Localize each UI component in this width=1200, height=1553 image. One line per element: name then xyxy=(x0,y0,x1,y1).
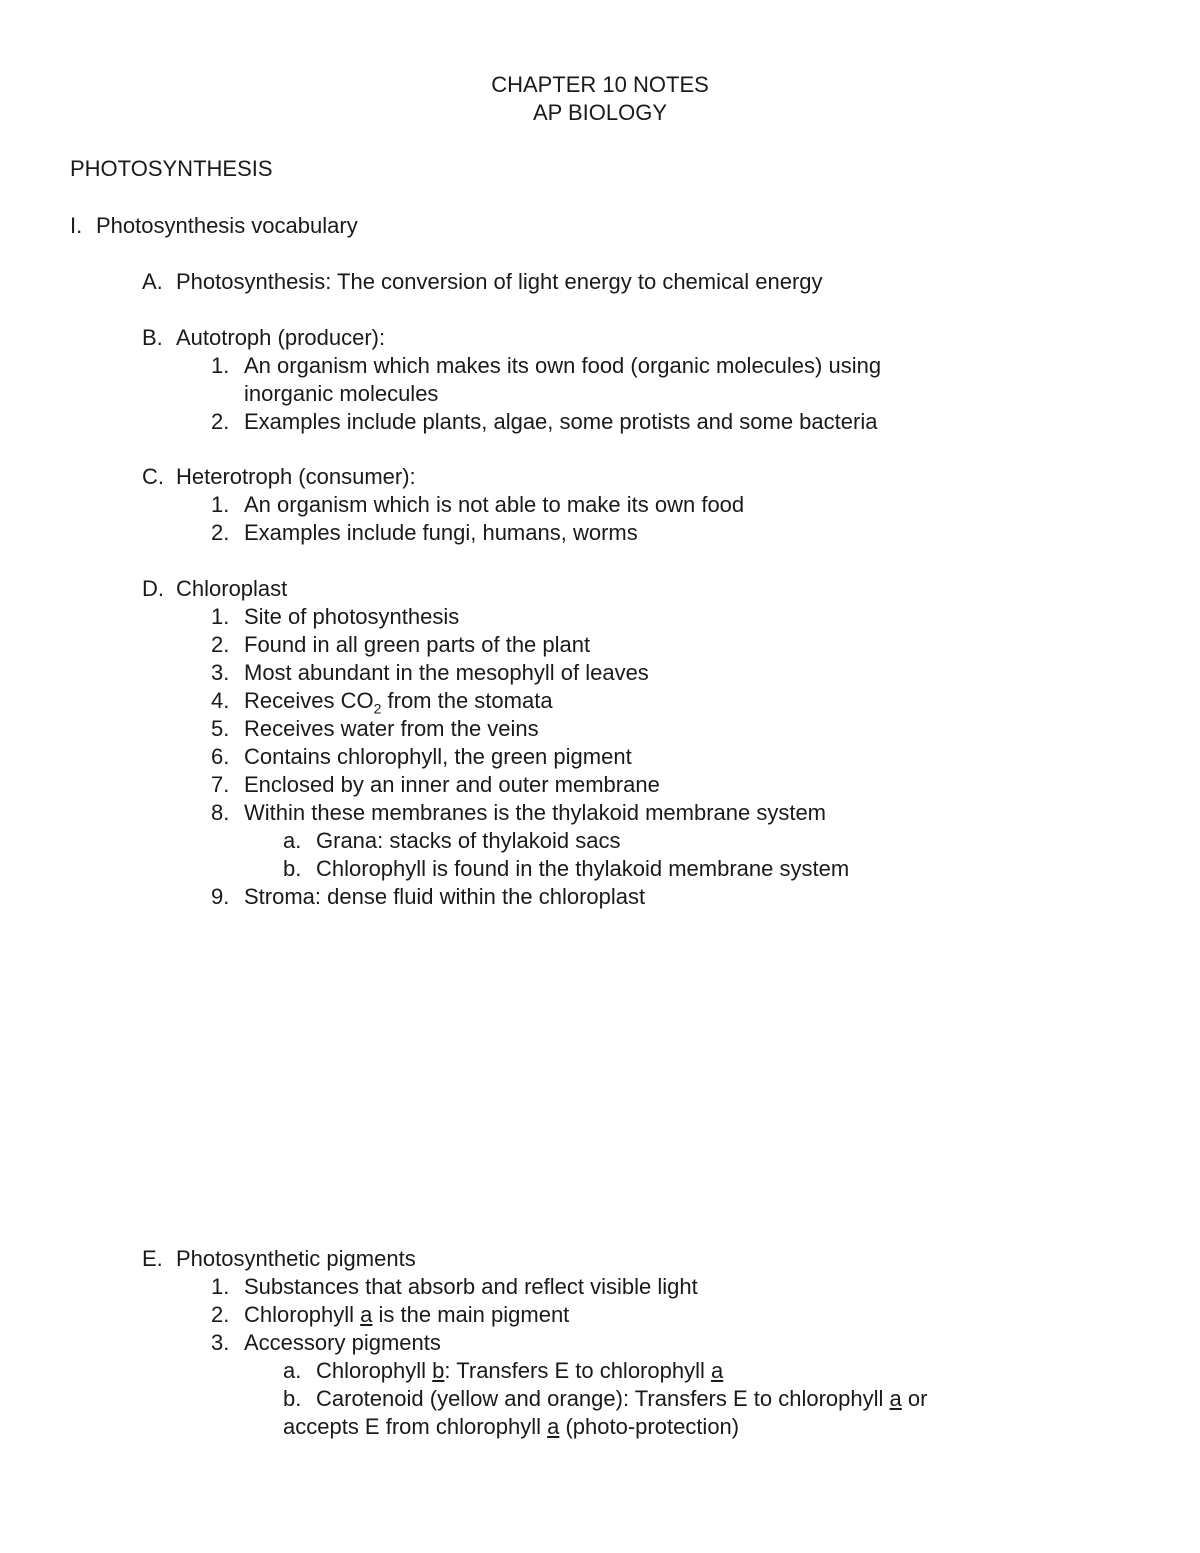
item-e-3b-line2-underlined-a: a xyxy=(547,1414,560,1439)
part-i-title: Photosynthesis vocabulary xyxy=(96,213,358,238)
item-e-1-marker: 1. xyxy=(211,1274,230,1299)
item-d-9-text: Stroma: dense fluid within the chloroplast xyxy=(244,884,646,909)
item-e-3-text: Accessory pigments xyxy=(244,1330,441,1355)
section-heading: PHOTOSYNTHESIS xyxy=(70,156,273,181)
item-e-1-text: Substances that absorb and reflect visible light xyxy=(244,1274,698,1299)
item-d-2-marker: 2. xyxy=(211,632,230,657)
item-e-3b-post: or xyxy=(901,1386,928,1411)
item-b-2-text: Examples include plants, algae, some protists and some bacteria xyxy=(244,409,878,434)
item-c-2-marker: 2. xyxy=(211,520,230,545)
item-b-2-marker: 2. xyxy=(211,409,230,434)
item-e-3b-line2-pre: accepts E from chlorophyll xyxy=(283,1414,548,1439)
item-e-3b-line2 xyxy=(283,1413,739,1441)
item-a-text: Photosynthesis: The conversion of light energy to chemical energy xyxy=(176,269,823,294)
item-d-4-text xyxy=(244,687,553,715)
co2-subscript: 2 xyxy=(373,700,382,717)
item-c-2-text: Examples include fungi, humans, worms xyxy=(244,520,638,545)
item-e-3b-marker: b. xyxy=(283,1386,302,1411)
item-e-2-text xyxy=(244,1301,569,1329)
item-e-3a-underlined-b: b xyxy=(432,1358,445,1383)
item-a-marker: A. xyxy=(142,269,163,294)
item-d-7-text: Enclosed by an inner and outer membrane xyxy=(244,772,660,797)
item-d-8a-marker: a. xyxy=(283,828,302,853)
item-e-2-marker: 2. xyxy=(211,1302,230,1327)
item-d-8b-text: Chlorophyll is found in the thylakoid membrane system xyxy=(316,856,850,881)
item-d-7-marker: 7. xyxy=(211,772,230,797)
item-d-8b-marker: b. xyxy=(283,856,302,881)
item-b-1-line2: inorganic molecules xyxy=(244,381,439,406)
item-b-1-line1: An organism which makes its own food (organic molecules) using xyxy=(244,353,882,378)
item-d-3-marker: 3. xyxy=(211,660,230,685)
part-i-marker: I. xyxy=(70,213,83,238)
item-e-3a-mid: : Transfers E to chlorophyll xyxy=(444,1358,711,1383)
item-d-9-marker: 9. xyxy=(211,884,230,909)
document-title: CHAPTER 10 NOTES xyxy=(491,72,709,97)
item-b-marker: B. xyxy=(142,325,163,350)
item-c-title: Heterotroph (consumer): xyxy=(176,464,416,489)
item-d-3-text: Most abundant in the mesophyll of leaves xyxy=(244,660,649,685)
item-d-4-pre: Receives CO xyxy=(244,688,374,713)
item-e-3a-marker: a. xyxy=(283,1358,302,1383)
item-b-1-marker: 1. xyxy=(211,353,230,378)
item-e-2-post: is the main pigment xyxy=(372,1302,570,1327)
item-d-5-text: Receives water from the veins xyxy=(244,716,539,741)
item-e-3a-pre: Chlorophyll xyxy=(316,1358,433,1383)
item-e-3b-underlined-a: a xyxy=(889,1386,902,1411)
item-e-3-marker: 3. xyxy=(211,1330,230,1355)
item-d-2-text: Found in all green parts of the plant xyxy=(244,632,591,657)
item-c-1-marker: 1. xyxy=(211,492,230,517)
item-e-marker: E. xyxy=(142,1246,163,1271)
item-d-4-post: from the stomata xyxy=(381,688,553,713)
item-d-6-text: Contains chlorophyll, the green pigment xyxy=(244,744,632,769)
item-d-title: Chloroplast xyxy=(176,576,288,601)
document-subtitle: AP BIOLOGY xyxy=(532,100,668,125)
item-e-3b-text xyxy=(316,1385,927,1413)
item-e-3b-line2-post: (photo-protection) xyxy=(559,1414,740,1439)
item-d-1-text: Site of photosynthesis xyxy=(244,604,460,629)
item-e-3a-underlined-a: a xyxy=(710,1358,724,1383)
item-d-1-marker: 1. xyxy=(211,604,230,629)
item-d-8a-text: Grana: stacks of thylakoid sacs xyxy=(316,828,621,853)
item-b-title: Autotroph (producer): xyxy=(176,325,386,350)
item-d-4-marker: 4. xyxy=(211,688,230,713)
item-e-2-pre: Chlorophyll xyxy=(244,1302,361,1327)
item-d-8-marker: 8. xyxy=(211,800,230,825)
item-d-marker: D. xyxy=(142,576,164,601)
item-c-1-text: An organism which is not able to make its own food xyxy=(244,492,745,517)
item-d-8-text: Within these membranes is the thylakoid membrane system xyxy=(244,800,827,825)
item-c-marker: C. xyxy=(142,464,164,489)
item-e-title: Photosynthetic pigments xyxy=(176,1246,416,1271)
item-d-6-marker: 6. xyxy=(211,744,230,769)
item-e-3a-text xyxy=(316,1357,723,1385)
item-d-5-marker: 5. xyxy=(211,716,230,741)
item-e-3b-pre: Carotenoid (yellow and orange): Transfers E to chlorophyll xyxy=(316,1386,890,1411)
item-e-2-underlined: a xyxy=(360,1302,373,1327)
